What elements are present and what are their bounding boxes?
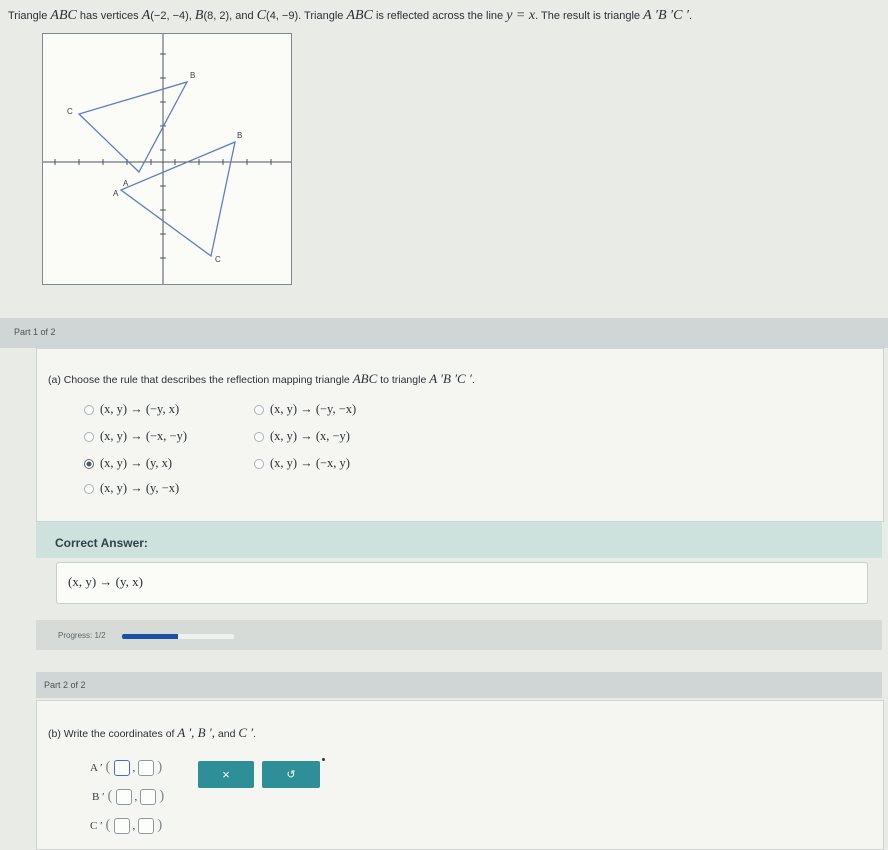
correct-answer-box: [56, 562, 868, 604]
a-prime-y-input[interactable]: [138, 760, 154, 776]
label-a-prime: A: [123, 179, 129, 188]
progress-bar-fill: [122, 634, 178, 639]
option-2-radio[interactable]: [254, 405, 264, 415]
label-b: B: [237, 131, 243, 140]
option-1-radio[interactable]: [84, 405, 94, 415]
c-prime-y-input[interactable]: [138, 818, 154, 834]
c-prime-label: C ′: [90, 819, 103, 832]
clear-button[interactable]: ×: [198, 761, 254, 788]
part1-label: Part 1 of 2: [14, 327, 56, 337]
option-6[interactable]: (x, y) → (−x, y): [254, 456, 350, 471]
coordinate-graph: [42, 33, 292, 285]
a-prime-x-input[interactable]: [114, 760, 130, 776]
label-c-prime: C: [67, 107, 73, 116]
problem-statement: Triangle ABC has vertices A(−2, −4), B(8, 2), and C(4, −9). Triangle ABC is reflected across the line y = x. The result is triangle A ′B ′C ′.: [8, 8, 693, 23]
option-3[interactable]: (x, y) → (−x, −y): [84, 429, 187, 444]
label-b-prime: B: [190, 71, 196, 80]
part2-header: [36, 672, 882, 698]
graph-svg: [43, 34, 291, 284]
part2-label: Part 2 of 2: [44, 680, 86, 690]
b-prime-label: B ′: [92, 790, 105, 803]
b-prime-y-input[interactable]: [140, 789, 156, 805]
b-prime-row: B ′ ( , ): [92, 788, 165, 804]
a-prime-row: A ′ ( , ): [90, 759, 163, 775]
part2-question: (b) Write the coordinates of A ′, B ′, and C ′.: [48, 725, 257, 740]
option-1[interactable]: (x, y) → (−y, x): [84, 402, 179, 417]
part1-header: [0, 318, 888, 348]
correct-answer-panel: [36, 522, 882, 558]
part1-question: (a) Choose the rule that describes the reflection mapping triangle ABC to triangle A ′B ′C ′.: [48, 371, 475, 386]
correct-answer-title: Correct Answer:: [55, 536, 148, 550]
option-5[interactable]: (x, y) → (y, x): [84, 456, 172, 471]
progress-bar: [122, 634, 234, 639]
option-7-radio[interactable]: [84, 484, 94, 494]
c-prime-x-input[interactable]: [114, 818, 130, 834]
c-prime-row: C ′ ( , ): [90, 817, 163, 833]
option-7[interactable]: (x, y) → (y, −x): [84, 481, 179, 496]
option-3-radio[interactable]: [84, 432, 94, 442]
undo-button[interactable]: ↺: [262, 761, 320, 788]
a-prime-label: A ′: [90, 761, 103, 774]
option-5-radio-selected[interactable]: [84, 459, 94, 469]
option-2[interactable]: (x, y) → (−y, −x): [254, 402, 356, 417]
triangle-image: [79, 82, 187, 172]
progress-label: Progress: 1/2: [58, 631, 106, 640]
label-c: C: [215, 255, 221, 264]
part2-panel: [36, 700, 884, 850]
option-4-radio[interactable]: [254, 432, 264, 442]
dot-marker: [322, 758, 325, 761]
label-a: A: [113, 189, 119, 198]
option-6-radio[interactable]: [254, 459, 264, 469]
b-prime-x-input[interactable]: [116, 789, 132, 805]
option-4[interactable]: (x, y) → (x, −y): [254, 429, 350, 444]
correct-answer-value: (x, y) → (y, x): [68, 574, 143, 589]
triangle-abc: [121, 142, 235, 256]
